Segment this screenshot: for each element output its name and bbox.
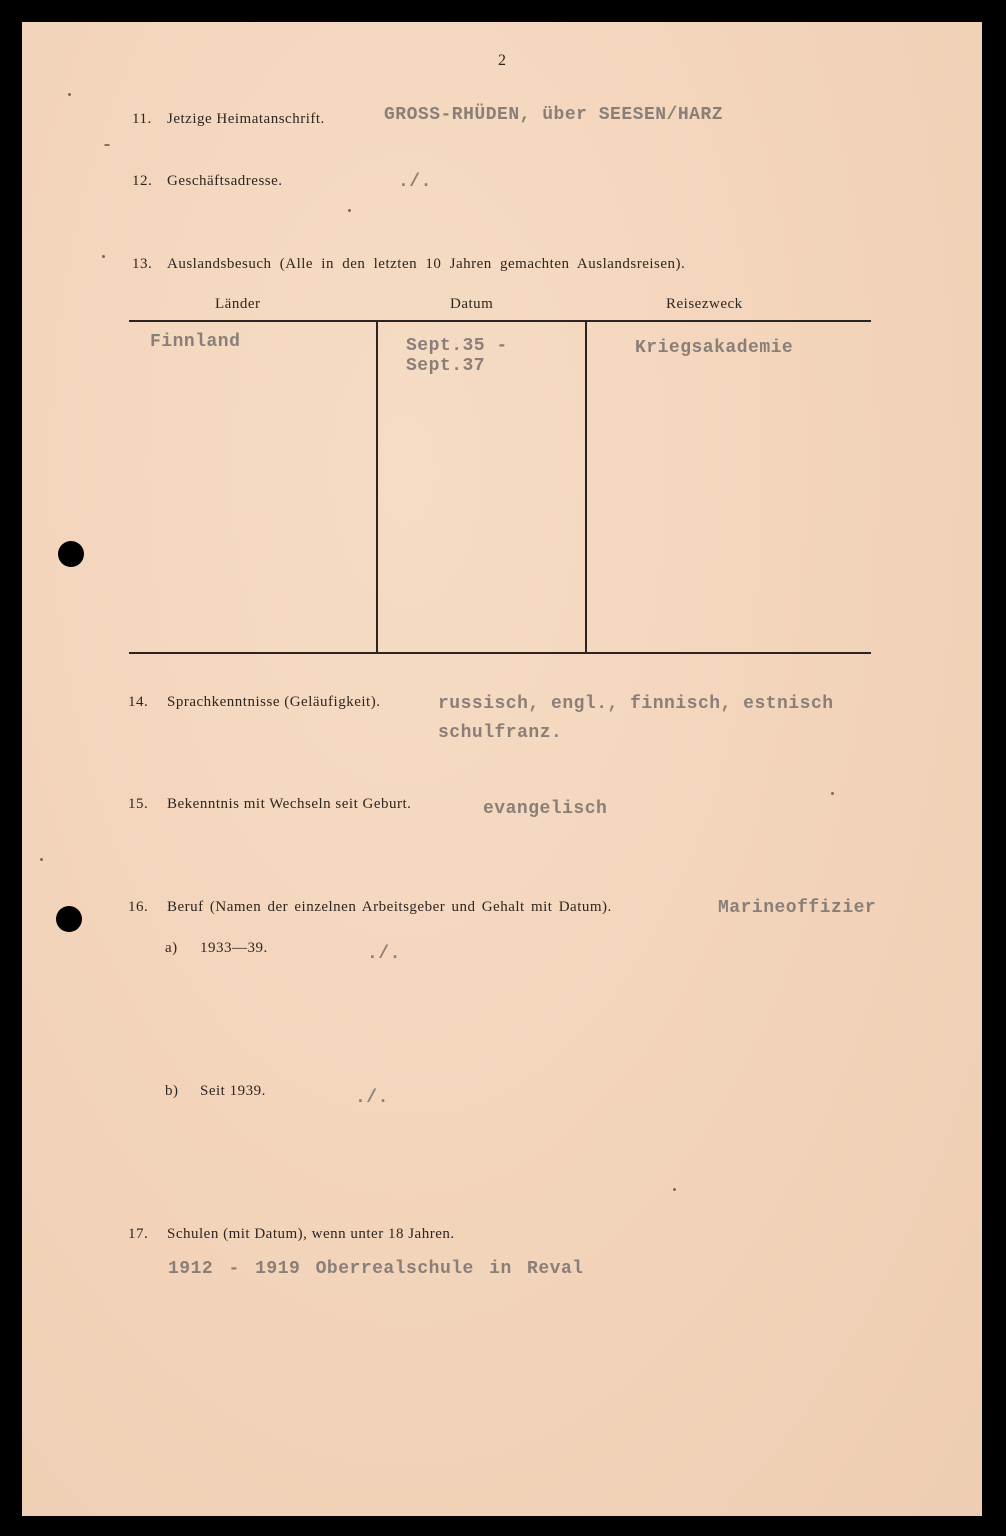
table-bottom-rule bbox=[129, 652, 871, 654]
item13-label: Auslandsbesuch (Alle in den letzten 10 Jahren gemachten Auslandsreisen). bbox=[167, 256, 686, 272]
item16b-period: Seit 1939. bbox=[200, 1083, 266, 1099]
page-number: 2 bbox=[498, 52, 507, 69]
item15-label: Bekenntnis mit Wechseln seit Geburt. bbox=[167, 796, 412, 812]
paper-fleck bbox=[40, 858, 43, 861]
paper-fleck bbox=[68, 93, 71, 96]
table-cell-country: Finnland bbox=[150, 332, 241, 352]
item16b-label: b) bbox=[165, 1083, 179, 1099]
item15-number: 15. bbox=[128, 796, 149, 812]
paper-fleck bbox=[348, 209, 351, 212]
item14-number: 14. bbox=[128, 694, 149, 710]
table-column-divider-1 bbox=[376, 321, 378, 652]
item14-label: Sprachkenntnisse (Geläufigkeit). bbox=[167, 694, 381, 710]
item16b-value: ./. bbox=[355, 1088, 389, 1108]
table-header-date: Datum bbox=[450, 296, 494, 312]
item11-value: GROSS-RHÜDEN, über SEESEN/HARZ bbox=[384, 105, 724, 125]
table-cell-date-line2: Sept.37 bbox=[406, 356, 486, 376]
item16-number: 16. bbox=[128, 899, 149, 915]
item16-value: Marineoffizier bbox=[718, 898, 877, 918]
item11-label: Jetzige Heimatanschrift. bbox=[167, 111, 325, 127]
item15-value: evangelisch bbox=[483, 799, 608, 819]
item16a-period: 1933—39. bbox=[200, 940, 268, 956]
table-cell-purpose: Kriegsakademie bbox=[635, 338, 794, 358]
item13-number: 13. bbox=[132, 256, 153, 272]
item12-label: Geschäftsadresse. bbox=[167, 173, 283, 189]
paper-fleck bbox=[673, 1188, 676, 1191]
table-top-rule bbox=[129, 320, 871, 322]
paper-fleck bbox=[831, 792, 834, 795]
item11-number: 11. bbox=[132, 111, 152, 127]
item17-value: 1912 - 1919 Oberrealschule in Reval bbox=[168, 1259, 584, 1279]
item16a-value: ./. bbox=[367, 944, 401, 964]
table-header-countries: Länder bbox=[215, 296, 261, 312]
item17-label: Schulen (mit Datum), wenn unter 18 Jahren. bbox=[167, 1226, 455, 1242]
table-header-purpose: Reisezweck bbox=[666, 296, 743, 312]
item12-number: 12. bbox=[132, 173, 153, 189]
punch-hole-lower bbox=[56, 906, 82, 932]
punch-hole-upper bbox=[58, 541, 84, 567]
item12-value: ./. bbox=[398, 172, 432, 192]
table-column-divider-2 bbox=[585, 321, 587, 652]
item14-value-line1: russisch, engl., finnisch, estnisch bbox=[438, 694, 834, 714]
document-page bbox=[22, 22, 982, 1516]
table-cell-date-line1: Sept.35 - bbox=[406, 336, 508, 356]
paper-fleck bbox=[104, 144, 110, 146]
item14-value-line2: schulfranz. bbox=[438, 723, 563, 743]
item16a-label: a) bbox=[165, 940, 178, 956]
item17-number: 17. bbox=[128, 1226, 149, 1242]
item16-label: Beruf (Namen der einzelnen Arbeitsgeber und Gehalt mit Datum). bbox=[167, 899, 612, 915]
paper-fleck bbox=[102, 255, 105, 258]
